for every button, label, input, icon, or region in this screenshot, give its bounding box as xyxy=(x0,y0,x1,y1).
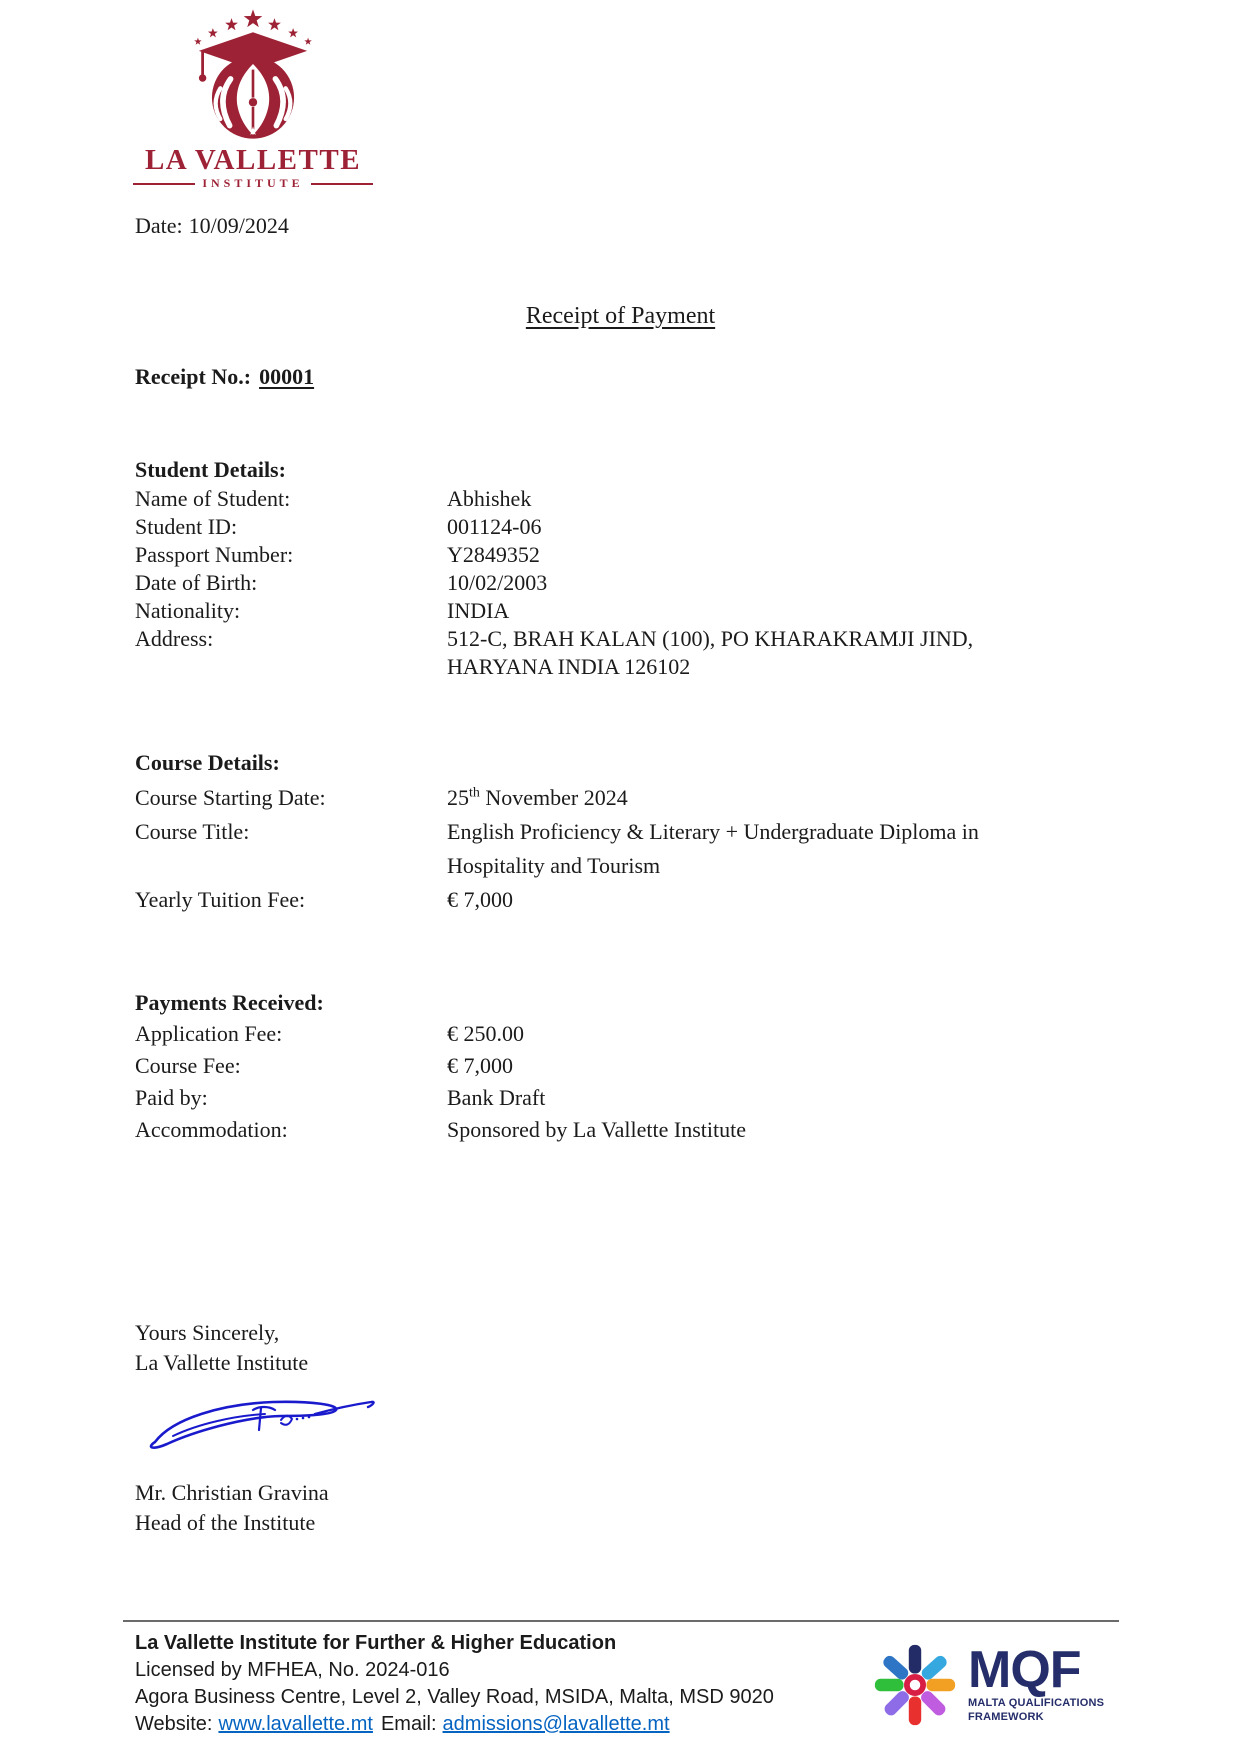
receipt-number-label: Receipt No.: xyxy=(135,364,252,389)
payments-section xyxy=(135,988,1115,1146)
mqf-sub-line-2: FRAMEWORK xyxy=(968,1711,1044,1723)
footer-license: Licensed by MFHEA, No. 2024-016 xyxy=(135,1659,450,1681)
date-label: Date: xyxy=(135,213,183,238)
email-link[interactable]: admissions@lavallette.mt xyxy=(442,1713,670,1735)
course-title-line-2: Hospitality and Tourism xyxy=(447,853,661,878)
course-title-row: Course Title: English Proficiency & Literary + Undergraduate Diploma in Hospitality and Tourism xyxy=(135,815,1115,883)
accommodation-row: Accommodation: Sponsored by La Vallette Institute xyxy=(135,1117,746,1142)
address-line-2: HARYANA INDIA 126102 xyxy=(447,654,691,679)
start-day: 25 xyxy=(447,785,469,810)
address-line-1: 512-C, BRAH KALAN (100), PO KHARAKRAMJI JIND, xyxy=(447,626,974,651)
student-details-section xyxy=(135,455,1115,681)
la-vallette-logo-icon xyxy=(133,8,373,148)
closing-line-2: La Vallette Institute xyxy=(135,1350,309,1375)
start-rest: November 2024 xyxy=(479,785,628,810)
receipt-number-value: 00001 xyxy=(259,364,315,389)
tuition-fee-row: Yearly Tuition Fee: € 7,000 xyxy=(135,887,513,912)
logo-rule-left xyxy=(133,183,195,185)
nationality-row: Nationality: INDIA xyxy=(135,598,510,623)
logo-wordmark: LA VALLETTE xyxy=(144,144,362,176)
course-title-line-1: English Proficiency & Literary + Undergraduate Diploma in xyxy=(447,819,979,844)
signer-block xyxy=(135,1478,329,1538)
course-fee-row: Course Fee: € 7,000 xyxy=(135,1053,513,1078)
student-details-heading: Student Details: xyxy=(135,457,286,482)
email-label: Email: xyxy=(380,1713,437,1735)
closing-line-1: Yours Sincerely, xyxy=(135,1320,280,1345)
student-id-row: Student ID: 001124-06 xyxy=(135,514,542,539)
footer-org-name: La Vallette Institute for Further & Higher Education xyxy=(135,1632,617,1654)
course-start-row: Course Starting Date: 25th November 2024 xyxy=(135,785,628,810)
mqf-knot-icon xyxy=(872,1642,958,1728)
date-value: 10/09/2024 xyxy=(188,213,289,238)
closing-block xyxy=(135,1318,308,1378)
dob-row: Date of Birth: 10/02/2003 xyxy=(135,570,548,595)
application-fee-row: Application Fee: € 250.00 xyxy=(135,1021,524,1046)
course-details-heading: Course Details: xyxy=(135,750,280,775)
signature-icon xyxy=(143,1392,378,1454)
payments-heading: Payments Received: xyxy=(135,990,324,1015)
logo-rule-right xyxy=(311,183,373,185)
footer-address: Agora Business Centre, Level 2, Valley Road, MSIDA, Malta, MSD 9020 xyxy=(135,1686,774,1708)
signer-title: Head of the Institute xyxy=(135,1510,316,1535)
receipt-number-line xyxy=(135,364,314,390)
mqf-logo xyxy=(872,1642,1104,1728)
address-row: Address: 512-C, BRAH KALAN (100), PO KHARAKRAMJI JIND, HARYANA INDIA 126102 xyxy=(135,625,1115,681)
course-details-section xyxy=(135,745,1115,917)
mqf-sub-line-1: MALTA QUALIFICATIONS xyxy=(968,1697,1105,1709)
signer-name: Mr. Christian Gravina xyxy=(135,1480,329,1505)
logo-subtitle: INSTITUTE xyxy=(133,176,373,191)
passport-row: Passport Number: Y2849352 xyxy=(135,542,540,567)
website-link[interactable]: www.lavallette.mt xyxy=(218,1713,373,1735)
student-name-row: Name of Student: Abhishek xyxy=(135,486,532,511)
start-ordinal: th xyxy=(469,785,480,801)
mqf-abbr: MQF xyxy=(968,1641,1081,1699)
page-title: Receipt of Payment xyxy=(525,303,716,329)
website-label: Website: xyxy=(135,1713,213,1735)
paid-by-row: Paid by: Bank Draft xyxy=(135,1085,546,1110)
date-line xyxy=(135,213,289,239)
